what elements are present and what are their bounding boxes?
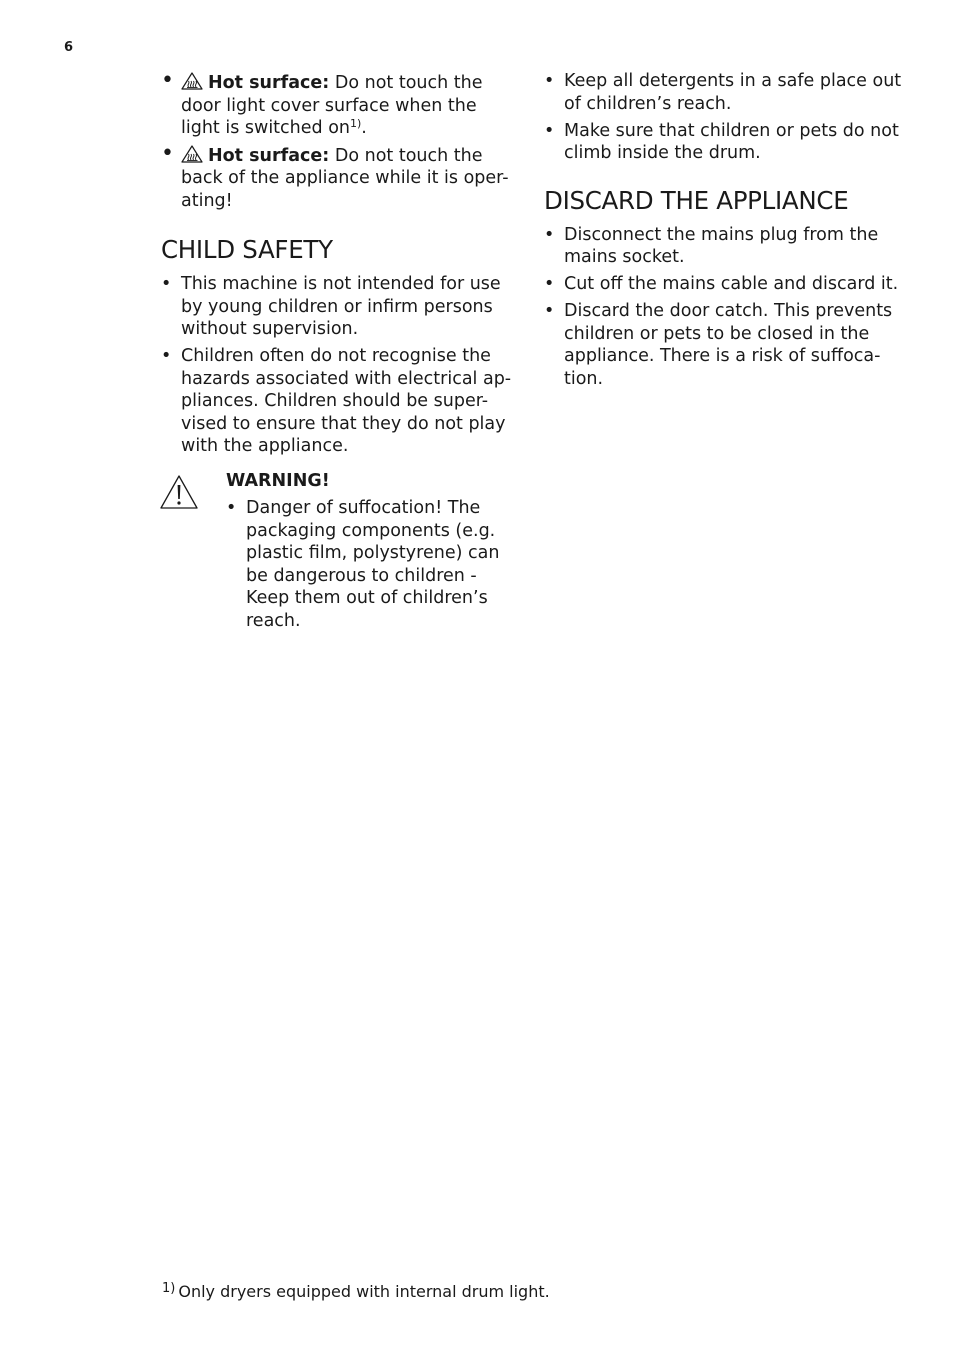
hot-surface-text: Do not touch the door light cover surface when the light is switched on bbox=[181, 73, 483, 138]
bullet: • bbox=[161, 140, 174, 166]
list-item bbox=[544, 120, 904, 165]
hot-surface-text: Do not touch the back of the appliance while it is oper-ating! bbox=[181, 145, 509, 211]
page-number: 6 bbox=[64, 40, 74, 55]
footnote-marker: 1) bbox=[162, 1281, 176, 1296]
bullet: • bbox=[161, 346, 172, 366]
bullet: • bbox=[544, 224, 555, 245]
left-column bbox=[161, 68, 516, 637]
child-safety-list bbox=[161, 273, 516, 458]
hot-surface-list bbox=[161, 68, 516, 212]
list-item bbox=[161, 273, 516, 341]
bullet: • bbox=[544, 120, 555, 141]
sentence-end: . bbox=[361, 118, 367, 138]
warning-list bbox=[226, 497, 516, 632]
list-item-text: Children often do not recognise the hazards associated with electrical ap-pliances. Children should be super-vised to ensure that they do not play with the appliance. bbox=[181, 346, 512, 456]
list-item-text: This machine is not intended for use by young children or infirm persons without supervision. bbox=[181, 274, 501, 339]
list-item bbox=[161, 68, 516, 140]
list-item bbox=[226, 497, 516, 632]
footnote bbox=[162, 1281, 550, 1303]
hot-surface-warning-icon bbox=[181, 145, 203, 163]
warning-triangle-icon bbox=[159, 474, 199, 510]
list-item-text: Make sure that children or pets do not climb inside the drum. bbox=[564, 120, 899, 163]
hot-surface-label: Hot surface: bbox=[208, 73, 330, 93]
footnote-text: Only dryers equipped with internal drum light. bbox=[178, 1282, 550, 1301]
warning-box bbox=[161, 470, 516, 633]
list-item bbox=[544, 273, 904, 296]
child-safety-heading: CHILD SAFETY bbox=[161, 235, 333, 264]
list-item bbox=[161, 345, 516, 458]
bullet: • bbox=[544, 301, 555, 321]
list-item bbox=[544, 224, 904, 269]
list-item-text: Danger of suffocation! The packaging components (e.g. plastic film, polystyrene) can be dangerous to children - Keep them out of children’s reach. bbox=[246, 498, 500, 631]
bullet: • bbox=[544, 71, 555, 91]
hot-surface-warning-icon bbox=[181, 72, 203, 90]
list-item-text: Discard the door catch. This prevents children or pets to be closed in the appliance. There is a risk of suffoca-tion. bbox=[564, 301, 893, 389]
bullet: • bbox=[226, 498, 237, 518]
list-item-text: Disconnect the mains plug from the mains socket. bbox=[564, 224, 879, 267]
list-item bbox=[544, 70, 904, 115]
list-item-text: Cut off the mains cable and discard it. bbox=[564, 274, 899, 294]
footnote-ref: 1) bbox=[350, 117, 362, 130]
bullet: • bbox=[161, 274, 172, 294]
discard-list bbox=[544, 224, 904, 391]
bullet: • bbox=[544, 274, 555, 294]
list-item bbox=[161, 140, 516, 213]
discard-heading: DISCARD THE APPLIANCE bbox=[544, 185, 849, 215]
hot-surface-label: Hot surface: bbox=[208, 145, 330, 166]
child-safety-list-continued bbox=[544, 70, 904, 165]
right-column bbox=[544, 70, 904, 395]
bullet: • bbox=[161, 68, 174, 93]
list-item bbox=[544, 300, 904, 390]
warning-title: WARNING! bbox=[226, 470, 330, 491]
list-item-text: Keep all detergents in a safe place out of children’s reach. bbox=[564, 71, 902, 114]
